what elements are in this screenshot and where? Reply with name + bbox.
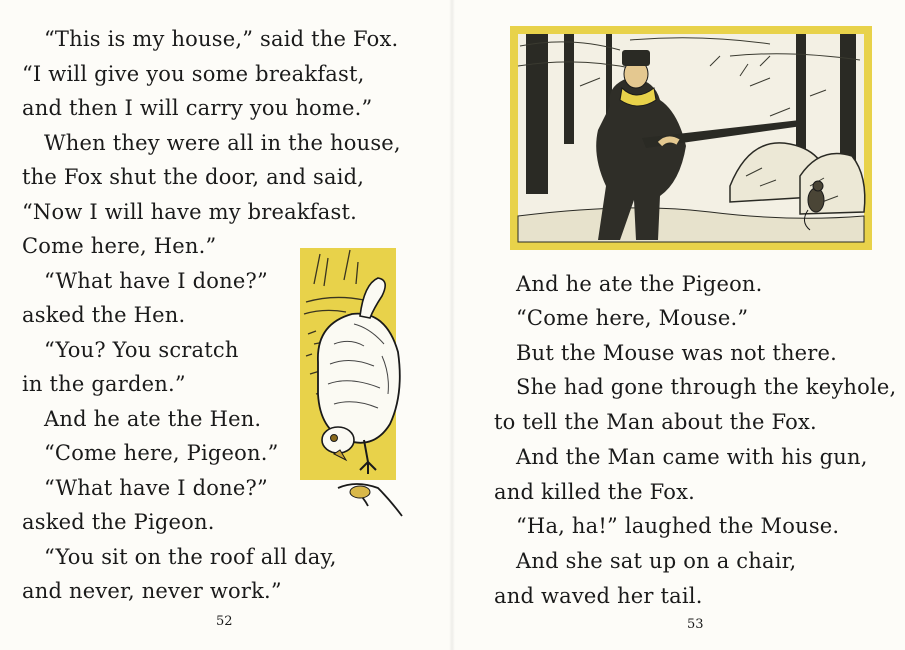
text-line: And the Man came with his gun, [516,445,868,469]
text-line: “Ha, ha!” laughed the Mouse. [516,514,840,538]
text-line: to tell the Man about the Fox. [494,410,817,434]
text-line: and waved her tail. [494,584,703,608]
text-line: Come here, Hen.” [22,234,217,258]
text-line: When they were all in the house, [44,131,401,155]
page-number: 53 [687,617,704,632]
left-page [0,0,452,650]
text-line: asked the Pigeon. [22,510,215,534]
text-line: And he ate the Pigeon. [516,272,763,296]
text-line: and killed the Fox. [494,480,696,504]
hunter-illustration [510,26,872,250]
text-line: “I will give you some breakfast, [22,62,365,86]
text-line: and then I will carry you home.” [22,96,373,120]
text-line: She had gone through the keyhole, [516,375,897,399]
text-line: “What have I done?” [44,476,268,500]
text-line: “What have I done?” [44,269,268,293]
text-line: “Now I will have my breakfast. [22,200,357,224]
text-line: asked the Hen. [22,303,186,327]
text-line: And he ate the Hen. [44,407,262,431]
text-line: And she sat up on a chair, [516,549,797,573]
text-line: “You? You scratch [44,338,239,362]
hen-illustration [294,244,412,524]
text-line: and never, never work.” [22,579,282,603]
text-line: But the Mouse was not there. [516,341,838,365]
text-line: “You sit on the roof all day, [44,545,337,569]
text-line: “Come here, Pigeon.” [44,441,279,465]
text-line: the Fox shut the door, and said, [22,165,365,189]
text-line: “Come here, Mouse.” [516,306,749,330]
right-page [452,0,905,650]
text-line: in the garden.” [22,372,186,396]
text-line: “This is my house,” said the Fox. [44,27,399,51]
page-number: 52 [216,614,233,629]
